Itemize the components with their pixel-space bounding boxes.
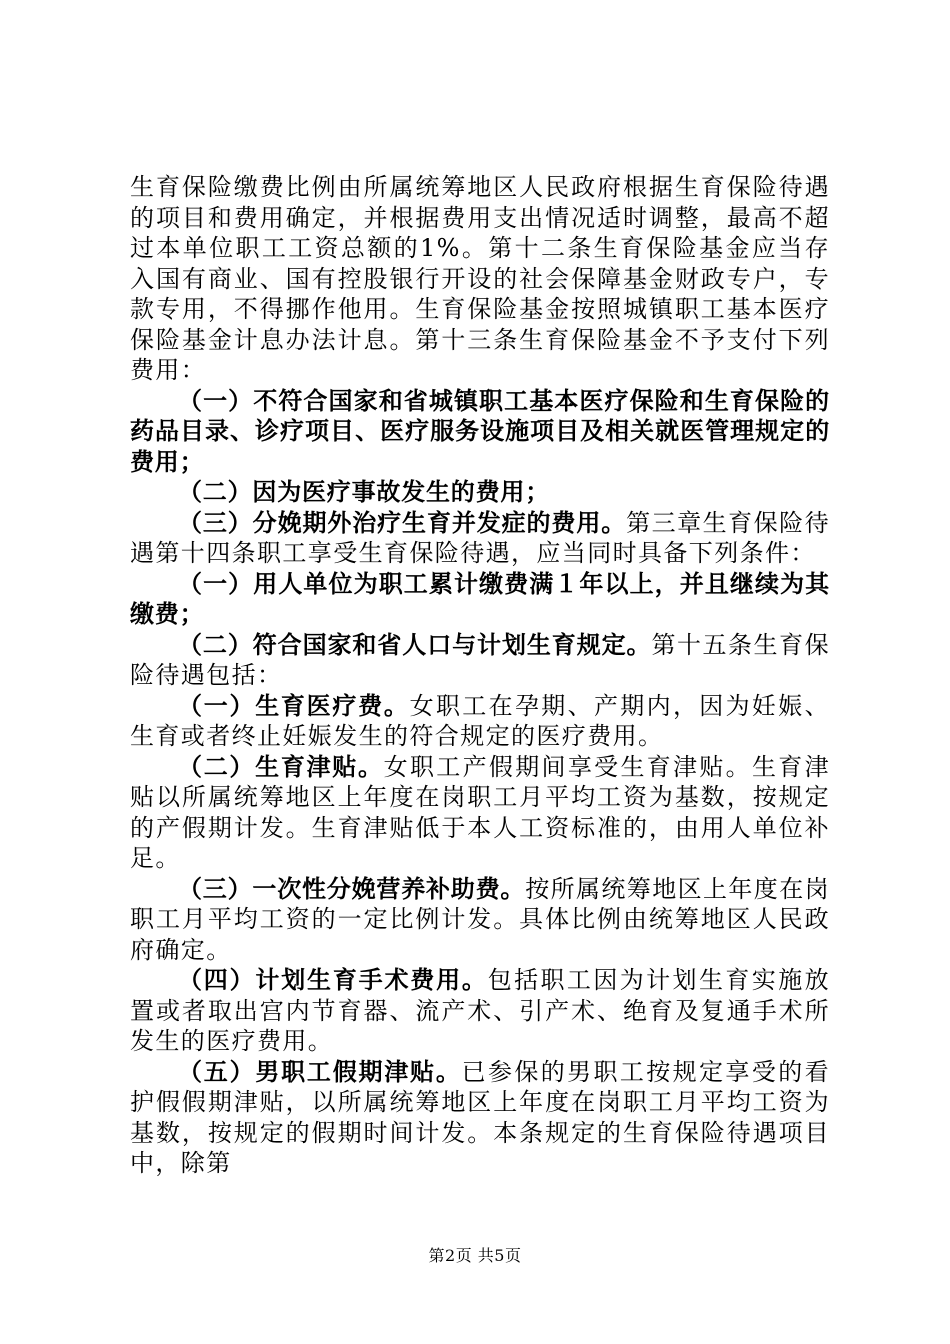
paragraph-text: 女职工在孕期、产期内，因为妊娠、生育或者终止妊娠发生的符合规定的医疗费用。 [130, 691, 831, 750]
paragraph-bold-text: （一）不符合国家和省城镇职工基本医疗保险和生育保险的药品目录、诊疗项目、医疗服务设施项目及相关就医管理规定的费用； [130, 386, 830, 476]
document-body [130, 172, 830, 1179]
paragraph-4 [130, 508, 830, 569]
paragraph-text: 生育保险缴费比例由所属统筹地区人民政府根据生育保险待遇的项目和费用确定，并根据费用支出情况适时调整，最高不超过本单位职工工资总额的1%。第十二条生育保险基金应当存入国有商业、国有控股银行开设的社会保障基金财政专户，专款专用，不得挪作他用。生育保险基金按照城镇职工基本医疗保险基金计息办法计息。第十三条生育保险基金不予支付下列费用： [130, 173, 830, 384]
paragraph-6 [130, 630, 830, 691]
paragraph-bold-text: （一）生育医疗费。 [178, 691, 410, 720]
paragraph-text: 第十五条生育保险待遇包括： [130, 630, 830, 689]
paragraph-bold-text: （四）计划生育手术费用。 [178, 966, 488, 994]
page-footer: 第2页 共5页 [428, 1246, 522, 1265]
paragraph-7 [130, 691, 830, 752]
paragraph-bold-text: （二）生育津贴。 [178, 752, 384, 781]
paragraph-bold-text: （一）用人单位为职工累计缴费满１年以上，并且继续为其缴费； [130, 569, 830, 628]
paragraph-text: 女职工产假期间享受生育津贴。生育津贴以所属统筹地区上年度在岗职工月平均工资为基数，按规定的产假期计发。生育津贴低于本人工资标准的，由用人单位补足。 [130, 752, 830, 872]
paragraph-9 [130, 874, 830, 966]
paragraph-5 [130, 569, 830, 630]
paragraph-3 [130, 477, 830, 508]
paragraph-8 [130, 752, 830, 874]
paragraph-bold-text: （二）符合国家和省人口与计划生育规定。 [178, 630, 652, 659]
paragraph-text: 按所属统筹地区上年度在岗职工月平均工资的一定比例计发。具体比例由统筹地区人民政府确定。 [130, 874, 831, 964]
paragraph-1 [130, 172, 830, 386]
paragraph-bold-text: （三）一次性分娩营养补助费。 [178, 874, 526, 903]
paragraph-11 [130, 1057, 830, 1179]
paragraph-10 [130, 965, 830, 1057]
paragraph-bold-text: （二）因为医疗事故发生的费用； [178, 478, 550, 506]
paragraph-bold-text: （三）分娩期外治疗生育并发症的费用。 [178, 508, 627, 537]
paragraph-2 [130, 386, 830, 478]
paragraph-text: 第三章生育保险待遇第十四条职工享受生育保险待遇，应当同时具备下列条件： [130, 508, 830, 567]
paragraph-bold-text: （五）男职工假期津贴。 [178, 1057, 462, 1086]
paragraph-text: 包括职工因为计划生育实施放置或者取出宫内节育器、流产术、引产术、绝育及复通手术所发生的医疗费用。 [130, 966, 830, 1055]
paragraph-text: 已参保的男职工按规定享受的看护假假期津贴，以所属统筹地区上年度在岗职工月平均工资为基数，按规定的假期时间计发。本条规定的生育保险待遇项目中，除第 [130, 1057, 830, 1177]
